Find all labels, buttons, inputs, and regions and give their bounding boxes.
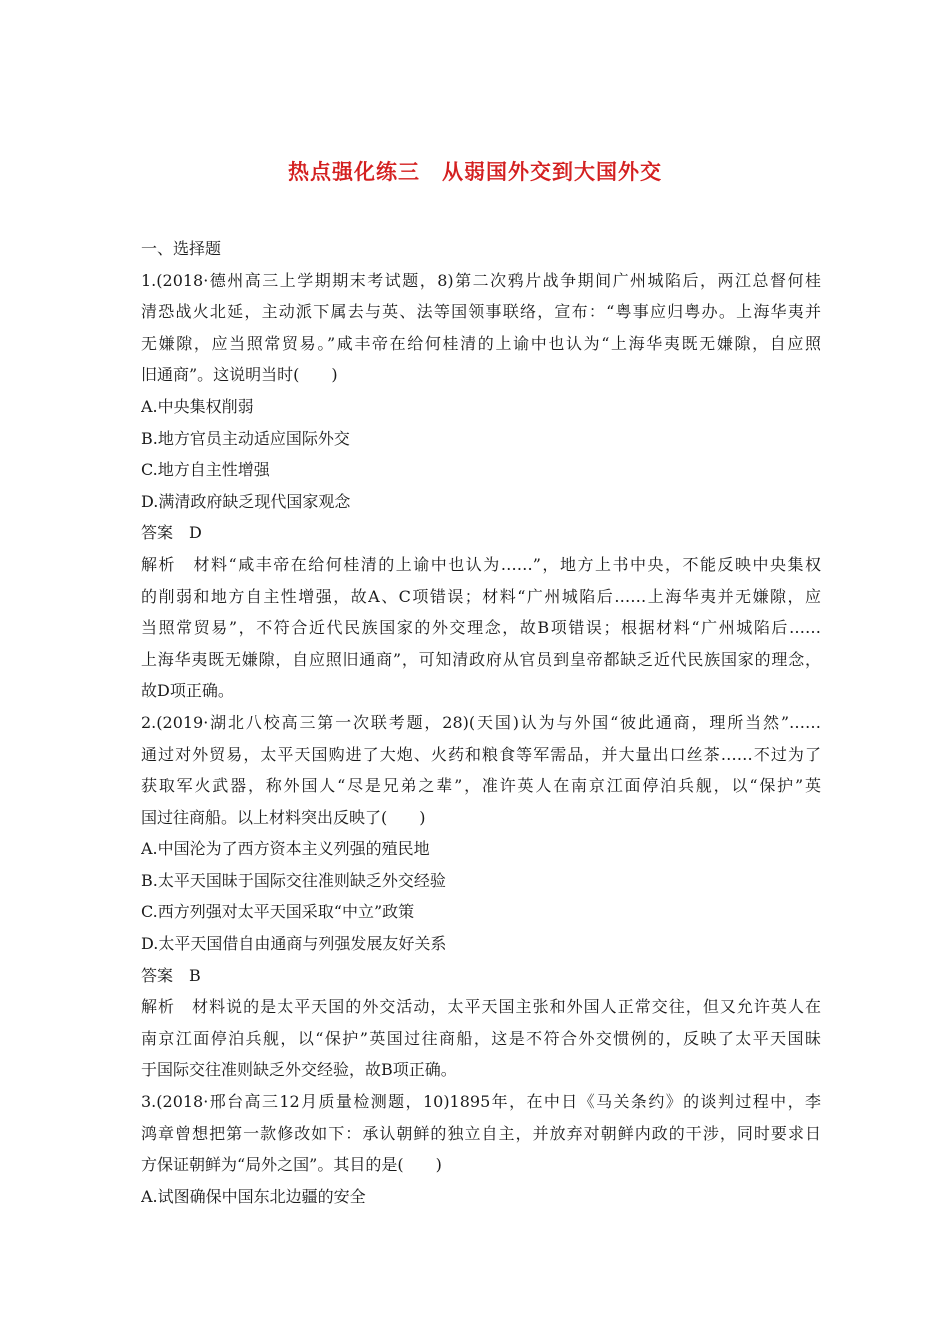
analysis-line: 当照常贸易”，不符合近代民族国家的外交理念，故B项错误；根据材料“广州城陷后…… [141, 618, 821, 638]
question-1 [141, 265, 821, 707]
answer: 答案 D [141, 523, 202, 543]
option-a: A.中央集权削弱 [141, 396, 254, 416]
question-stem-line: 鸿章曾想把第一款修改如下：承认朝鲜的独立自主，并放弃对朝鲜内政的干涉，同时要求日 [141, 1123, 821, 1143]
option-d: D.太平天国借自由通商与列强发展友好关系 [141, 934, 447, 954]
analysis-line: 南京江面停泊兵舰，以“保护”英国过往商船，这是不符合外交惯例的，反映了太平天国昧 [141, 1028, 821, 1048]
question-3 [141, 1086, 821, 1212]
question-stem-line: 1.(2018·德州高三上学期期末考试题，8)第二次鸦片战争期间广州城陷后，两江总督何桂 [141, 270, 821, 290]
question-stem-line: 清恐战火北延，主动派下属去与英、法等国领事联络，宣布：“粤事应归粤办。上海华夷并 [141, 302, 821, 322]
option-b: B.地方官员主动适应国际外交 [141, 428, 350, 448]
analysis-line: 解析 材料“咸丰帝在给何桂清的上谕中也认为……”，地方上书中央，不能反映中央集权 [141, 554, 821, 574]
question-stem-line: 国过往商船。以上材料突出反映了( ) [141, 807, 426, 827]
option-b: B.太平天国昧于国际交往准则缺乏外交经验 [141, 870, 446, 890]
document-body [141, 233, 821, 1212]
option-c: C.西方列强对太平天国采取“中立”政策 [141, 902, 415, 922]
question-stem-line: 通过对外贸易，太平天国购进了大炮、火药和粮食等军需品，并大量出口丝茶……不过为了 [141, 744, 821, 764]
question-stem-line: 获取军火武器，称外国人“尽是兄弟之辈”，准许英人在南京江面停泊兵舰，以“保护”英 [141, 776, 821, 796]
question-stem-line: 无嫌隙，应当照常贸易。”咸丰帝在给何桂清的上谕中也认为“上海华夷既无嫌隙，自应照 [141, 333, 821, 353]
option-d: D.满清政府缺乏现代国家观念 [141, 491, 351, 511]
question-stem-line: 旧通商”。这说明当时( ) [141, 365, 338, 385]
option-a: A.试图确保中国东北边疆的安全 [141, 1186, 366, 1206]
question-stem-line: 3.(2018·邢台高三12月质量检测题，10)1895年，在中日《马关条约》的谈判过程中，李 [141, 1092, 821, 1112]
analysis-line: 上海华夷既无嫌隙，自应照旧通商”，可知清政府从官员到皇帝都缺乏近代民族国家的理念， [141, 649, 821, 669]
question-stem-line: 方保证朝鲜为“局外之国”。其目的是( ) [141, 1155, 442, 1175]
analysis-line: 故D项正确。 [141, 681, 234, 701]
question-2 [141, 707, 821, 1086]
document-title: 热点强化练三 从弱国外交到大国外交 [288, 160, 662, 184]
analysis-line: 于国际交往准则缺乏外交经验，故B项正确。 [141, 1060, 457, 1080]
question-stem-line: 2.(2019·湖北八校高三第一次联考题，28)(天国)认为与外国“彼此通商，理所当然”…… [141, 712, 821, 732]
analysis-line: 解析 材料说的是太平天国的外交活动，太平天国主张和外国人正常交往，但又允许英人在 [141, 997, 821, 1017]
analysis-line: 的削弱和地方自主性增强，故A、C项错误；材料“广州城陷后……上海华夷并无嫌隙，应 [141, 586, 821, 606]
answer: 答案 B [141, 965, 201, 985]
option-a: A.中国沦为了西方资本主义列强的殖民地 [141, 839, 430, 859]
option-c: C.地方自主性增强 [141, 460, 270, 480]
section-heading: 一、选择题 [141, 239, 222, 258]
